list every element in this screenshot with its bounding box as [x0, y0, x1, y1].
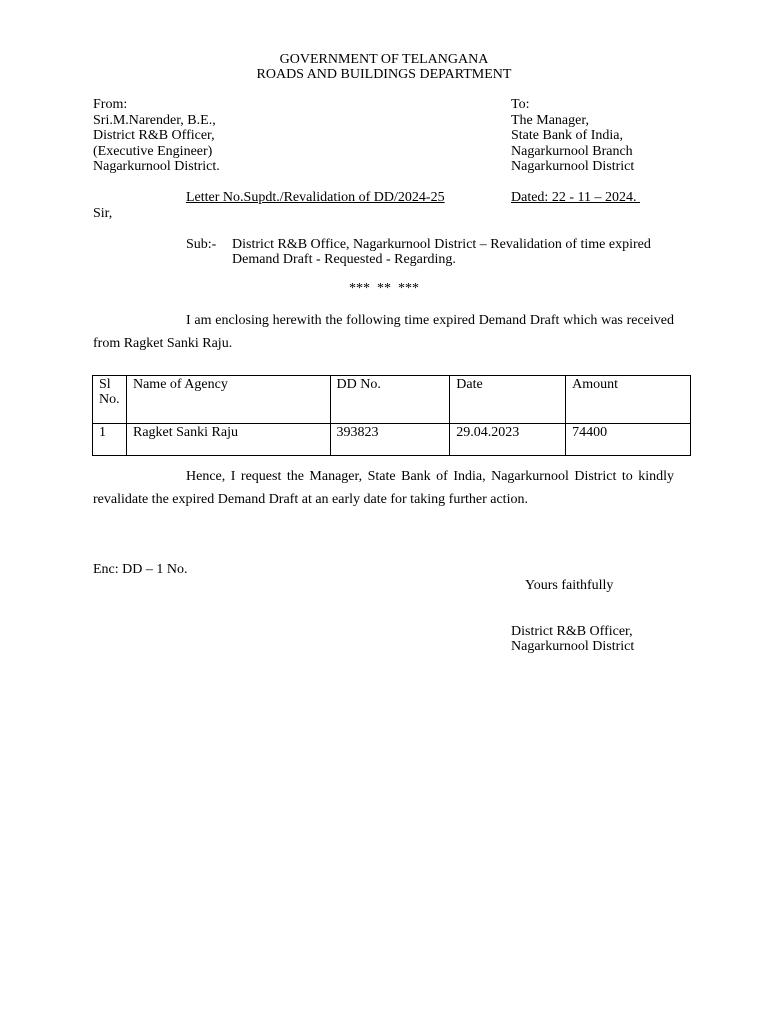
- request-text: Hence, I request the Manager, State Bank of India, Nagarkurnool District to kindly revalidate the expired Demand Draft at an early date for taking further action.: [93, 469, 674, 507]
- header-sl-no: Sl No.: [93, 376, 127, 424]
- cell-amount: 74400: [566, 424, 691, 456]
- closing-line: Yours faithfully: [525, 578, 614, 593]
- enclosure-note: Enc: DD – 1 No.: [93, 562, 188, 577]
- separator-stars: *** ** ***: [349, 281, 419, 296]
- intro-paragraph: [93, 310, 674, 355]
- from-line: Sri.M.Narender, B.E.,: [93, 112, 216, 128]
- cell-sl-no: 1: [93, 424, 127, 456]
- to-line: State Bank of India,: [511, 128, 623, 143]
- to-label: To:: [511, 97, 530, 112]
- salutation: Sir,: [93, 206, 113, 221]
- request-paragraph: [93, 466, 674, 511]
- from-line: Nagarkurnool District.: [93, 159, 220, 174]
- cell-date: 29.04.2023: [450, 424, 566, 456]
- subject-line-1: District R&B Office, Nagarkurnool District – Revalidation of time expired: [232, 237, 651, 252]
- cell-agency: Ragket Sanki Raju: [126, 424, 330, 456]
- subject-label: Sub:-: [186, 237, 217, 252]
- to-line: Nagarkurnool Branch: [511, 143, 633, 159]
- header-amount: Amount: [566, 376, 691, 424]
- header-name-of-agency: Name of Agency: [126, 376, 330, 424]
- signatory-district: Nagarkurnool District: [511, 639, 635, 654]
- to-line: The Manager,: [511, 112, 589, 128]
- cell-dd-no: 393823: [330, 424, 450, 456]
- table-row: [93, 424, 691, 456]
- table-header-row: [93, 376, 691, 424]
- from-line: District R&B Officer,: [93, 128, 215, 143]
- from-label: From:: [93, 97, 128, 112]
- letterhead-department: ROADS AND BUILDINGS DEPARTMENT: [256, 67, 512, 82]
- demand-draft-table: [92, 375, 691, 456]
- header-dd-no: DD No.: [330, 376, 450, 424]
- from-line: (Executive Engineer): [93, 143, 213, 159]
- letterhead-government: GOVERNMENT OF TELANGANA: [279, 52, 489, 67]
- signatory-title: District R&B Officer,: [511, 624, 633, 639]
- to-address: [511, 97, 634, 175]
- subject-line-2: Demand Draft - Requested - Regarding.: [232, 252, 456, 267]
- to-line: Nagarkurnool District: [511, 159, 635, 174]
- intro-text: I am enclosing herewith the following time expired Demand Draft which was received from Ragket Sanki Raju.: [93, 313, 674, 351]
- letter-date: Dated: 22 - 11 – 2024.: [511, 190, 640, 205]
- from-address: [93, 97, 220, 175]
- header-date: Date: [450, 376, 566, 424]
- letter-number: Letter No.Supdt./Revalidation of DD/2024-25: [186, 190, 445, 205]
